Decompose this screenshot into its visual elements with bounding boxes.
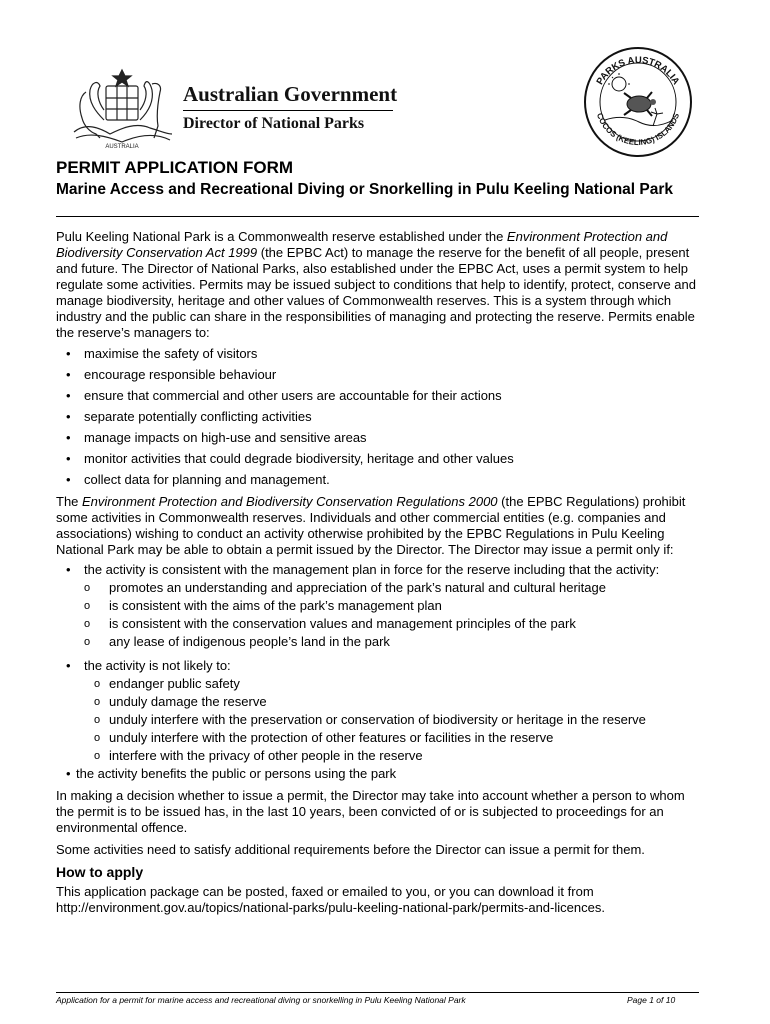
svg-text:PARKS AUSTRALIA: PARKS AUSTRALIA: [594, 54, 682, 87]
list-item: • collect data for planning and management.: [56, 472, 706, 488]
list-item: • separate potentially conflicting activities: [56, 409, 706, 425]
permit-conditions-list: [56, 562, 706, 782]
decision-paragraph: In making a decision whether to issue a permit, the Director may take into account whether a person to whom the permit is to be issued has, in the last 10 years, been convicted of or is subjected to proceedings for an environmental offence.: [56, 788, 685, 835]
svg-text:AUSTRALIA: AUSTRALIA: [105, 144, 139, 150]
list-item: o interfere with the privacy of other people in the reserve: [84, 748, 706, 764]
sub-list: [84, 580, 706, 650]
how-to-apply-heading: How to apply: [56, 864, 144, 880]
government-title: Australian Government: [183, 82, 398, 106]
intro-paragraph: Pulu Keeling National Park is a Commonwealth reserve established under the Environment Protection and Biodiversity Conservation Act 1999 (the EPBC Act) to manage the reserve for the benefit of all people, present and future. The Director of National Parks, also established under the EPBC Act, uses a permit system to help regulate some activities. Permits may be issued subject to conditions that help to identify, protect, conserve and manage biodiversity, heritage and other values of Commonwealth reserves. This is a system through which industry and the public can share in the responsibilities of managing and protecting the reserve. Permits enable the reserve’s managers to:: [56, 229, 696, 340]
sub-list: [84, 676, 706, 764]
list-item: o endanger public safety: [84, 676, 706, 692]
list-item: o unduly interfere with the preservation or conservation of biodiversity or heritage in the reserve: [84, 712, 706, 728]
list-item: • maximise the safety of visitors: [56, 346, 706, 362]
regulations-paragraph: The Environment Protection and Biodiversity Conservation Regulations 2000 (the EPBC Regulations) prohibit some activities in Commonwealth reserves. Individuals and other commercial entities (e.g. companies and associations) wishing to conduct an activity otherwise prohibited by the EPBC Regulations in Pulu Keeling National Park may be able to obtain a permit issued by the Director. The Director may issue a permit only if:: [56, 494, 686, 557]
how-to-apply-text: This application package can be posted, faxed or emailed to you, or you can download it from http://environment.gov.au/topics/national-parks/pulu-keeling-national-park/permits-and-licences.: [56, 884, 605, 915]
body-content: [56, 229, 706, 916]
list-item: o any lease of indigenous people’s land in the park: [84, 634, 706, 650]
list-item: • the activity is not likely to: o endanger public safety o unduly damage the reserve o unduly interfere with the preservation or conservation of biodiversity or heritage in the reserve o unduly interfere with the protection of other features or facilities in the reserve o interfere with the privacy of other people in the reserve: [56, 658, 706, 764]
permit-benefits-list: [56, 346, 706, 488]
list-item: • the activity is consistent with the management plan in force for the reserve including that the activity: o promotes an understanding and appreciation of the park’s natural and cultural heritage o is consistent with the aims of the park’s management plan o is consistent with the conservation values and management principles of the park o any lease of indigenous people’s land in the park: [56, 562, 706, 650]
list-item: • encourage responsible behaviour: [56, 367, 706, 383]
list-item: • ensure that commercial and other users are accountable for their actions: [56, 388, 706, 404]
additional-requirements-paragraph: Some activities need to satisfy additional requirements before the Director can issue a permit for them.: [56, 842, 645, 857]
svg-text:COCOS (KEELING) ISLANDS: COCOS (KEELING) ISLANDS: [594, 111, 682, 148]
list-item: o unduly damage the reserve: [84, 694, 706, 710]
list-item: o is consistent with the aims of the park’s management plan: [84, 598, 706, 614]
footer-document-title: Application for a permit for marine access and recreational diving or snorkelling in Pulu Keeling National Park: [56, 995, 466, 1005]
page-number: Page 1 of 10: [627, 995, 676, 1005]
form-title: PERMIT APPLICATION FORM: [56, 158, 294, 177]
government-subtitle: Director of National Parks: [183, 115, 365, 132]
form-subtitle: Marine Access and Recreational Diving or Snorkelling in Pulu Keeling National Park: [56, 181, 674, 198]
title-divider: [56, 216, 699, 217]
list-item: • the activity benefits the public or persons using the park: [56, 766, 706, 782]
footer-divider: [56, 992, 699, 993]
list-item: • manage impacts on high-use and sensitive areas: [56, 430, 706, 446]
parks-australia-seal-icon: [583, 46, 693, 158]
header-divider: [183, 110, 393, 111]
coat-of-arms-icon: [66, 62, 178, 150]
list-item: o is consistent with the conservation values and management principles of the park: [84, 616, 706, 632]
list-item: o unduly interfere with the protection of other features or facilities in the reserve: [84, 730, 706, 746]
list-item: • monitor activities that could degrade biodiversity, heritage and other values: [56, 451, 706, 467]
list-item: o promotes an understanding and appreciation of the park’s natural and cultural heritage: [84, 580, 706, 596]
